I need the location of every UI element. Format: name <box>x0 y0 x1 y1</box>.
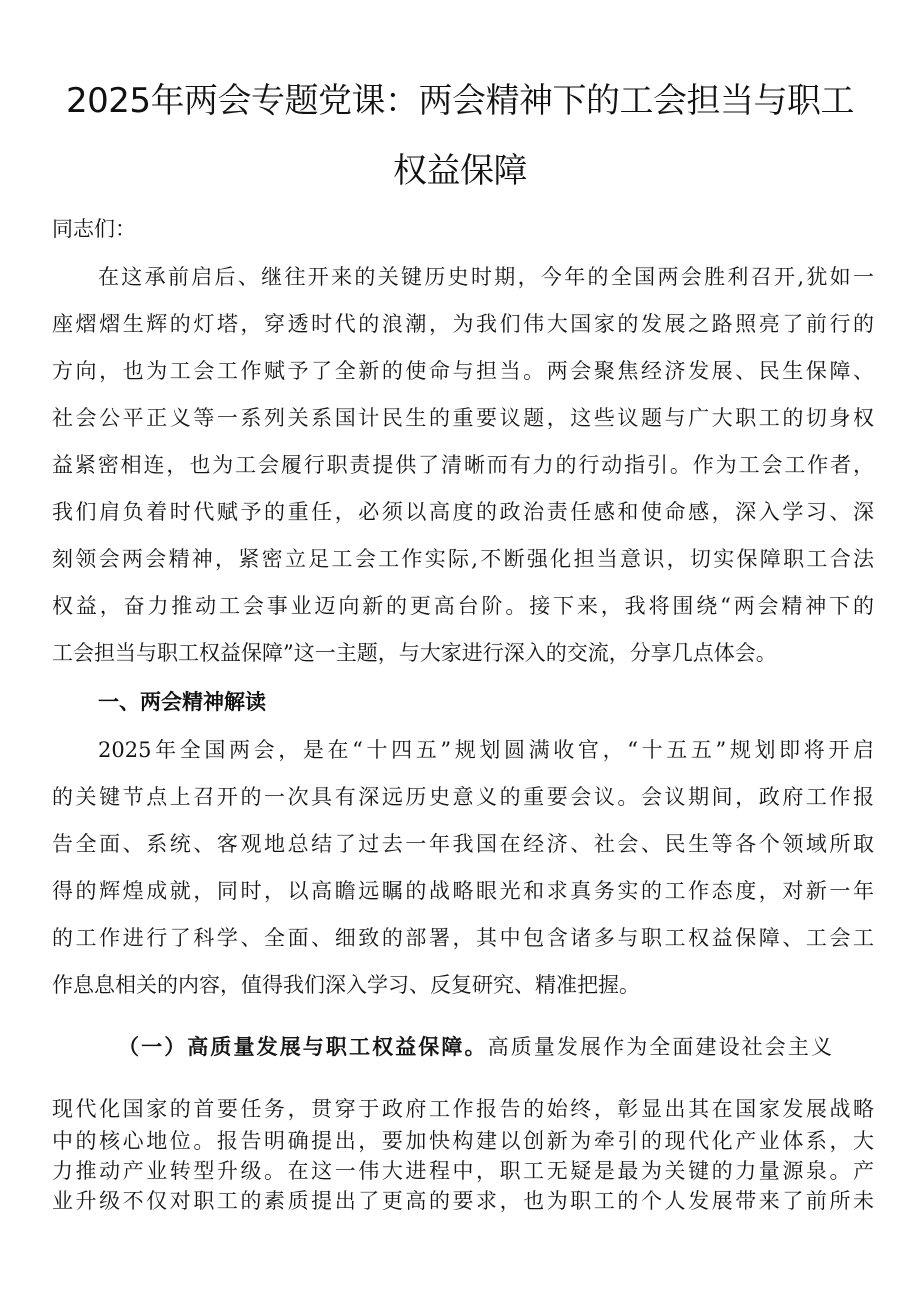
paragraph-line: 方向，也为工会工作赋予了全新的使命与担当。两会聚焦经济发展、民生保障、 <box>52 359 874 383</box>
subsection-heading: （一）高质量发展与职工权益保障。 <box>118 1035 488 1059</box>
salutation: 同志们： <box>52 217 136 241</box>
paragraph-line: 座熠熠生辉的灯塔，穿透时代的浪潮，为我们伟大国家的发展之路照亮了前行的 <box>52 312 874 336</box>
paragraph-line: 刻领会两会精神，紧密立足工会工作实际,不断强化担当意识，切实保障职工合法 <box>52 547 874 571</box>
paragraph-line: 得的辉煌成就，同时，以高瞻远瞩的战略眼光和求真务实的工作态度，对新一年 <box>52 879 874 903</box>
paragraph-line: 力推动产业转型升级。在这一伟大进程中，职工无疑是最为关键的力量源泉。产 <box>52 1159 874 1183</box>
section-heading: 一、两会精神解读 <box>98 690 266 714</box>
document-title-line-1: 2025年两会专题党课：两会精神下的工会担当与职工 <box>65 81 855 121</box>
paragraph-line: 告全面、系统、客观地总结了过去一年我国在经济、社会、民生等各个领域所取 <box>52 832 874 856</box>
subsection-lead-text: 高质量发展作为全面建设社会主义 <box>487 1035 833 1059</box>
subsection-lead-line <box>118 1031 832 1061</box>
paragraph-line: 中的核心地位。报告明确提出，要加快构建以创新为牵引的现代化产业体系，大 <box>52 1129 874 1153</box>
paragraph-line: 益紧密相连，也为工会履行职责提供了清晰而有力的行动指引。作为工会工作者， <box>52 453 874 477</box>
paragraph-line: 现代化国家的首要任务，贯穿于政府工作报告的始终，彰显出其在国家发展战略 <box>52 1097 874 1121</box>
document-title-line-2: 权益保障 <box>393 151 527 191</box>
paragraph-line: 业升级不仅对职工的素质提出了更高的要求，也为职工的个人发展带来了前所未 <box>52 1189 874 1213</box>
paragraph-line: 作息息相关的内容，值得我们深入学习、反复研究、精准把握。 <box>52 973 640 997</box>
paragraph-line: 工会担当与职工权益保障”这一主题，与大家进行深入的交流，分享几点体会。 <box>52 641 777 665</box>
paragraph-line: 的工作进行了科学、全面、细致的部署，其中包含诸多与职工权益保障、工会工 <box>52 926 874 950</box>
paragraph-line: 的关键节点上召开的一次具有深远历史意义的重要会议。会议期间，政府工作报 <box>52 785 874 809</box>
paragraph-line: 在这承前启后、继往开来的关键历史时期，今年的全国两会胜利召开,犹如一 <box>98 265 874 289</box>
paragraph-line: 社会公平正义等一系列关系国计民生的重要议题，这些议题与广大职工的切身权 <box>52 406 874 430</box>
paragraph-line: 我们肩负着时代赋予的重任，必须以高度的政治责任感和使命感，深入学习、深 <box>52 500 874 524</box>
paragraph-line: 2025年全国两会，是在“十四五”规划圆满收官，“十五五”规划即将开启 <box>98 738 874 762</box>
paragraph-line: 权益，奋力推动工会事业迈向新的更高台阶。接下来，我将围绕“两会精神下的 <box>52 594 874 618</box>
